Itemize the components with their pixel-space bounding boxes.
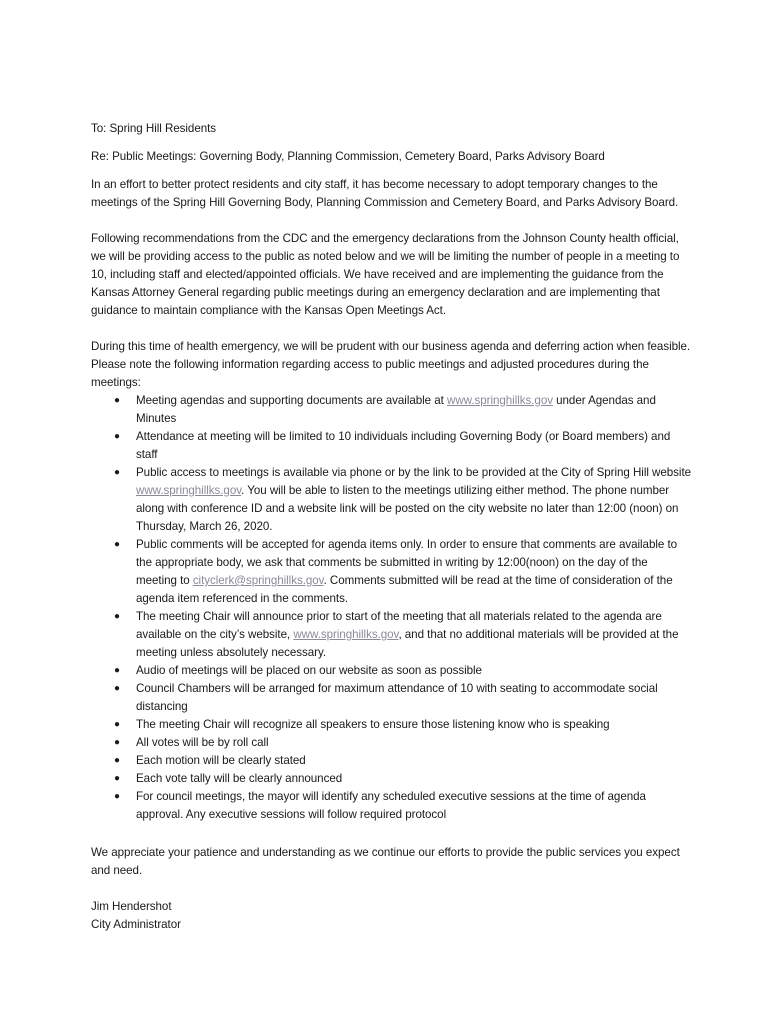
bullet-icon: ● — [114, 665, 120, 676]
bullet-icon: ● — [114, 395, 120, 406]
letter-body — [91, 120, 691, 934]
bullet-icon: ● — [114, 467, 120, 478]
bullet-icon: ● — [114, 773, 120, 784]
website-link[interactable]: www.springhillks.gov — [136, 484, 242, 497]
recommendations-paragraph: Following recommendations from the CDC and the emergency declarations from the Johnson County health official, we will be providing access to the public as noted below and we will be limiting the number of people in a meeting to 10, including staff and elected/appointed officials. We have received and are implementing the guidance from the Kansas Attorney General regarding public meetings during an emergency declaration and are implementing that guidance to maintain compliance with the Kansas Open Meetings Act. — [91, 232, 680, 317]
list-item: ● Each vote tally will be clearly announced — [91, 770, 691, 788]
list-item: ● All votes will be by roll call — [91, 734, 691, 752]
list-item: ● Public comments will be accepted for agenda items only. In order to ensure that comments are available to the appropriate body, we ask that comments be submitted in writing by 12:00(noon) on the day of the meeting to cityclerk@springhillks.gov. Comments submitted will be read at the time of consideration of the agenda item referenced in the comments. — [114, 538, 678, 605]
bullet-icon: ● — [114, 431, 120, 442]
bullet-icon: ● — [114, 539, 120, 550]
bullet-icon: ● — [114, 611, 120, 622]
bullet-icon: ● — [114, 719, 120, 730]
list-item: ● Public access to meetings is available via phone or by the link to be provided at the City of Spring Hill website www.springhillks.gov. You will be able to listen to the meetings utilizing either method. The phone number along with conference ID and a website link will be posted on the city website no later than 12:00 (noon) on Thursday, March 26, 2020. — [114, 466, 692, 533]
list-item: ● The meeting Chair will announce prior to start of the meeting that all materials related to the agenda are available on the city’s website, www.springhillks.gov, and that no additional materials will be provided at the meeting unless absolutely necessary. — [114, 610, 679, 659]
list-item: ● For council meetings, the mayor will identify any scheduled executive sessions at the time of agenda approval. Any executive sessions will follow required protocol — [114, 790, 646, 821]
to-line: To: Spring Hill Residents — [91, 122, 217, 135]
list-item: ● Council Chambers will be arranged for maximum attendance of 10 with seating to accommodate social distancing — [114, 682, 658, 713]
list-item: ● Attendance at meeting will be limited to 10 individuals including Governing Body (or Board members) and staff — [114, 430, 671, 461]
bullet-icon: ● — [114, 755, 120, 766]
list-item: ● Meeting agendas and supporting documents are available at www.springhillks.gov under Agendas and Minutes — [114, 394, 656, 425]
closing-paragraph: We appreciate your patience and understanding as we continue our efforts to provide the public services you expect and need. — [91, 846, 680, 877]
bullet-icon: ● — [114, 791, 120, 802]
list-item: ● Audio of meetings will be placed on our website as soon as possible — [91, 662, 691, 680]
list-item: ● Each motion will be clearly stated — [91, 752, 691, 770]
procedures-list — [91, 392, 691, 824]
intro-paragraph: In an effort to better protect residents and city staff, it has become necessary to adopt temporary changes to the meetings of the Spring Hill Governing Body, Planning Commission and Cemetery Board, and Parks Advisory Board. — [91, 178, 679, 209]
list-item: ● The meeting Chair will recognize all speakers to ensure those listening know who is speaking — [91, 716, 691, 734]
signature-title: City Administrator — [91, 918, 181, 931]
bullet-icon: ● — [114, 737, 120, 748]
procedures-paragraph: During this time of health emergency, we will be prudent with our business agenda and deferring action when feasible. Please note the following information regarding access to public meetings and adjusted procedures during the meetings: — [91, 340, 691, 389]
email-link[interactable]: cityclerk@springhillks.gov — [192, 574, 324, 587]
website-link[interactable]: www.springhillks.gov — [447, 394, 553, 407]
signature-name: Jim Hendershot — [91, 900, 172, 913]
bullet-icon: ● — [114, 683, 120, 694]
re-line: Re: Public Meetings: Governing Body, Planning Commission, Cemetery Board, Parks Advisory Board — [91, 150, 605, 163]
website-link[interactable]: www.springhillks.gov — [293, 628, 399, 641]
